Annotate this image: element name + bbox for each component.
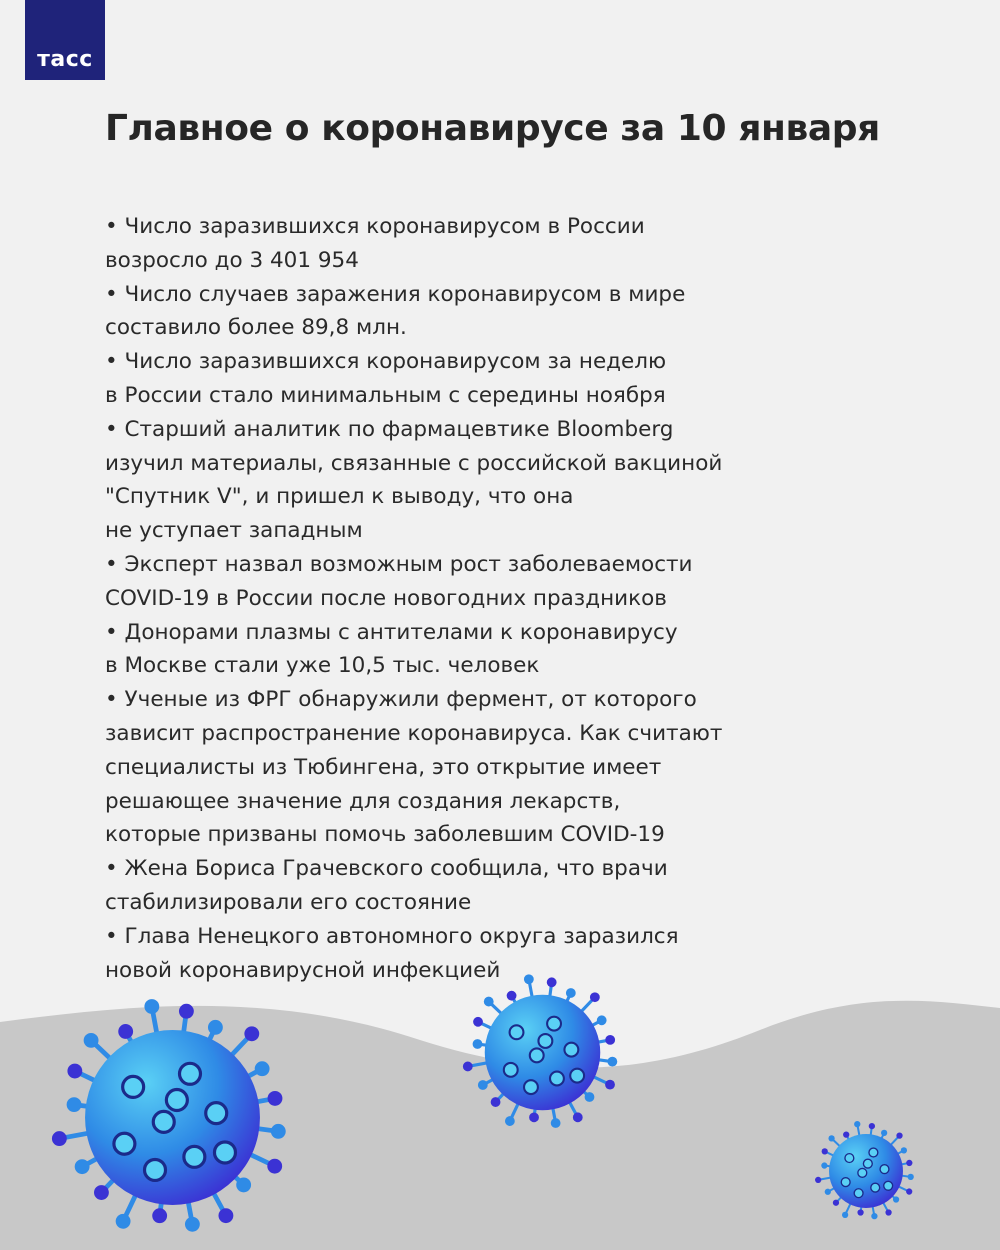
virus-spike-tip <box>828 1135 834 1141</box>
virus-spike-tip <box>566 988 576 998</box>
virus-spike-tip <box>484 997 494 1007</box>
virus-spot <box>858 1168 867 1177</box>
virus-spot <box>869 1148 878 1157</box>
news-item: • Глава Ненецкого автономного округа заразился новой коронавирусной инфекцией <box>105 923 679 983</box>
virus-spot <box>845 1154 854 1163</box>
news-item: • Число заразившихся коронавирусом за неделю в России стало минимальным с середины ноября <box>105 349 667 408</box>
virus-spike-tip <box>218 1208 233 1223</box>
virus-spike-tip <box>908 1174 914 1180</box>
virus-spike-tip <box>463 1062 473 1072</box>
virus-spike-tip <box>118 1024 133 1039</box>
virus-spike-tip <box>152 1208 167 1223</box>
virus-spot <box>510 1025 524 1039</box>
virus-spot <box>854 1189 863 1198</box>
virus-spike-tip <box>271 1124 286 1139</box>
virus-spike-tip <box>906 1188 912 1194</box>
virus-spike-tip <box>906 1160 912 1166</box>
virus-spike-tip <box>607 1057 617 1067</box>
virus-spike-tip <box>236 1177 251 1192</box>
virus-spot <box>884 1181 893 1190</box>
virus-spike-tip <box>473 1017 483 1027</box>
virus-icon-large <box>40 985 305 1250</box>
virus-spike-tip <box>478 1080 488 1090</box>
news-item: • Число случаев заражения коронавирусом в мире составило более 89,8 млн. <box>105 281 686 341</box>
virus-spike-tip <box>573 1112 583 1122</box>
virus-spike-tip <box>529 1112 539 1122</box>
virus-spike-tip <box>67 1064 82 1079</box>
virus-spike-tip <box>815 1177 821 1183</box>
news-item: • Ученые из ФРГ обнаружили фермент, от которого зависит распространение коронавируса. Как считают специалисты из Тюбингена, это открытие имеет решающее значение для создания лекарств, которые призваны помочь заболевшим COVID-19 <box>105 687 723 848</box>
virus-spike-tip <box>144 999 159 1014</box>
news-item: • Старший аналитик по фармацевтике Bloomberg изучил материалы, связанные с российской вакциной "Спутник V", и пришел к выводу, что она не уступает западным <box>105 416 723 544</box>
virus-icon-medium <box>455 965 630 1140</box>
virus-spot <box>547 1017 561 1031</box>
virus-spot <box>841 1178 850 1187</box>
virus-spot <box>214 1142 235 1163</box>
virus-spike-tip <box>473 1039 483 1049</box>
logo-text: тасс <box>37 47 93 72</box>
virus-spike-tip <box>597 1015 607 1025</box>
news-item: • Число заразившихся коронавирусом в России возросло до 3 401 954 <box>105 214 645 273</box>
virus-spike-tip <box>893 1196 899 1202</box>
virus-spike-tip <box>842 1212 848 1218</box>
virus-spike-tip <box>185 1217 200 1232</box>
virus-spike-tip <box>208 1020 223 1035</box>
virus-spike-tip <box>491 1097 501 1107</box>
virus-spike-tip <box>825 1189 831 1195</box>
virus-spike-tip <box>821 1162 827 1168</box>
virus-spot <box>166 1090 187 1111</box>
virus-spike-tip <box>822 1148 828 1154</box>
virus-spike-tip <box>585 1092 595 1102</box>
virus-icon-small <box>810 1115 922 1227</box>
virus-spike-tip <box>843 1131 849 1137</box>
virus-spike-tip <box>869 1123 875 1129</box>
virus-spike-tip <box>881 1130 887 1136</box>
news-item: • Донорами плазмы с антителами к коронавирусу в Москве стали уже 10,5 тыс. человек <box>105 619 678 679</box>
virus-spike-tip <box>605 1080 615 1090</box>
virus-spike-tip <box>854 1121 860 1127</box>
virus-spike-tip <box>901 1147 907 1153</box>
virus-spike-tip <box>857 1209 863 1215</box>
virus-spike-tip <box>84 1033 99 1048</box>
virus-spot <box>538 1034 552 1048</box>
page-title: Главное о коронавирусе за 10 января <box>105 108 880 149</box>
virus-spot <box>153 1111 174 1132</box>
virus-spike-tip <box>524 974 534 984</box>
virus-spike-tip <box>255 1061 270 1076</box>
virus-spot <box>530 1048 544 1062</box>
virus-spot <box>524 1080 538 1094</box>
virus-spike-tip <box>547 977 557 987</box>
virus-spike-tip <box>267 1159 282 1174</box>
virus-spike-tip <box>871 1213 877 1219</box>
virus-spot <box>114 1133 135 1154</box>
virus-spike-tip <box>179 1004 194 1019</box>
virus-spike-tip <box>833 1200 839 1206</box>
virus-spike-tip <box>268 1091 283 1106</box>
virus-spot <box>863 1159 872 1168</box>
virus-spike-tip <box>590 992 600 1002</box>
virus-spot <box>564 1043 578 1057</box>
news-list <box>105 210 745 987</box>
virus-spot <box>206 1103 227 1124</box>
news-item: • Жена Бориса Грачевского сообщила, что врачи стабилизировали его состояние <box>105 856 668 915</box>
virus-spike-tip <box>75 1159 90 1174</box>
virus-spot <box>550 1072 564 1086</box>
virus-spike-tip <box>885 1209 891 1215</box>
virus-spot <box>504 1063 518 1077</box>
virus-spike-tip <box>551 1118 561 1128</box>
virus-spot <box>880 1165 889 1174</box>
virus-spike-tip <box>505 1116 515 1126</box>
virus-spike-tip <box>605 1035 615 1045</box>
news-item: • Эксперт назвал возможным рост заболеваемости COVID-19 в России после новогодних праздников <box>105 551 693 611</box>
virus-spot <box>184 1146 205 1167</box>
virus-spike-tip <box>507 991 517 1001</box>
virus-spot <box>123 1076 144 1097</box>
virus-spike-tip <box>244 1026 259 1041</box>
virus-spot <box>145 1159 166 1180</box>
virus-spike-tip <box>52 1131 67 1146</box>
virus-spike-tip <box>116 1214 131 1229</box>
virus-spot <box>570 1069 584 1083</box>
virus-spike-tip <box>67 1097 82 1112</box>
virus-spike-tip <box>896 1132 902 1138</box>
virus-spike-tip <box>94 1185 109 1200</box>
virus-spot <box>179 1063 200 1084</box>
virus-spot <box>871 1183 880 1192</box>
